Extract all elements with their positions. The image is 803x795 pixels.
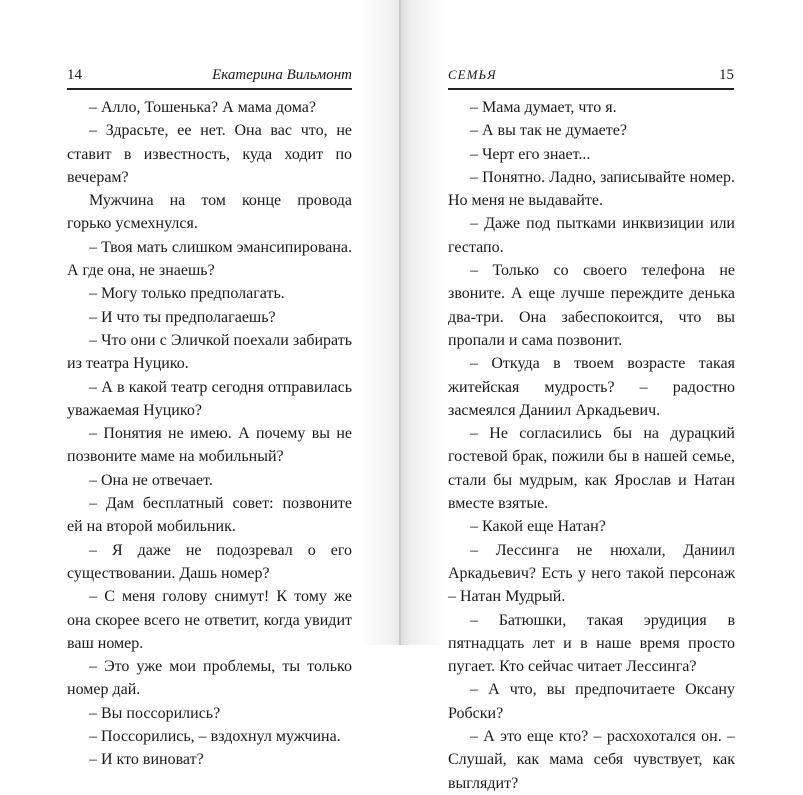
paragraph: – Понятия не имею. А почему вы не позвоните маме на мобильный?: [67, 425, 352, 466]
running-header-section: СЕМЬЯ: [448, 67, 497, 82]
paragraph: – Твоя мать слишком эмансипирована. А где она, не знаешь?: [67, 238, 352, 280]
paragraph: – Вы поссорились?: [89, 704, 221, 722]
paragraph: Мужчина на том конце провода горько усмехнулся.: [67, 192, 352, 233]
paragraph: – Здрасьте, ее нет. Она вас что, не ставит в известность, куда ходит по вечерам?: [67, 122, 352, 186]
paragraph: – Понятно. Ладно, записывайте номер. Но меня не выдавайте.: [448, 168, 735, 210]
paragraph: – А это еще кто? – расхохотался он. – Слушай, как мама себя чувствует, как выглядит?: [448, 728, 735, 792]
paragraph: – Даже под пытками инквизиции или гестапо.: [448, 215, 735, 256]
page-header: [448, 60, 734, 90]
paragraph: – Что они с Эличкой поехали забирать из театра Нуцико.: [67, 331, 352, 373]
page-header: [67, 60, 352, 90]
paragraph: – И кто виноват?: [89, 751, 204, 769]
page-number: 15: [719, 67, 734, 83]
paragraph: – Только со своего телефона не звоните. А еще лучше переждите денька два-три. Она забеспокоится, что вы пропали и сама позвонит.: [448, 262, 735, 349]
page-body: [448, 96, 735, 795]
paragraph: – Черт его знает...: [470, 145, 591, 163]
paragraph: – А что, вы предпочитаете Оксану Робски?: [448, 681, 735, 722]
paragraph: – Батюшки, такая эрудиция в пятнадцать лет и в наше время просто пугает. Кто сейчас читает Лессинга?: [448, 611, 735, 676]
page-body: [67, 96, 352, 772]
paragraph: – Какой еще Натан?: [470, 518, 606, 536]
gutter-shadow: [400, 0, 445, 645]
paragraph: – Не согласились бы на дурацкий гостевой брак, пожили бы в нашей семье, стали бы мудрым, как Ярослав и Натан вместе взятые.: [448, 425, 735, 513]
paragraph: – Это уже мои проблемы, ты только номер дай.: [67, 658, 352, 699]
paragraph: – Дам бесплатный совет: позвоните ей на второй мобильник.: [67, 495, 352, 536]
paragraph: – Она не отвечает.: [89, 471, 213, 489]
paragraph: – Лессинга не нюхали, Даниил Аркадьевич? Есть у него такой персонаж – Натан Мудрый.: [448, 541, 735, 606]
paragraph: – А в какой театр сегодня отправилась уважаемая Нуцико?: [67, 378, 352, 419]
running-header-author: Екатерина Вильмонт: [212, 67, 352, 83]
paragraph: – Мама думает, что я.: [470, 99, 617, 116]
book-spine: [399, 0, 401, 645]
paragraph: – Поссорились, – вздохнул мужчина.: [89, 728, 341, 746]
paragraph: – Я даже не подозревал о его существовании. Дашь номер?: [67, 541, 352, 582]
paragraph: – Алло, Тошенька? А мама дома?: [89, 99, 316, 116]
page-number: 14: [67, 67, 82, 83]
paragraph: – Откуда в твоем возрасте такая житейская мудрость? – радостно засмеялся Даниил Аркадьевич.: [448, 355, 735, 419]
gutter-shadow: [360, 0, 400, 645]
paragraph: – А вы так не думаете?: [470, 122, 627, 140]
right-page: [400, 0, 803, 792]
left-page: [0, 0, 400, 769]
paragraph: – С меня голову снимут! К тому же она скорее всего не ответит, когда увидит ваш номер.: [67, 588, 352, 652]
paragraph: – И что ты предполагаешь?: [89, 308, 276, 326]
paragraph: – Могу только предполагать.: [89, 285, 285, 303]
